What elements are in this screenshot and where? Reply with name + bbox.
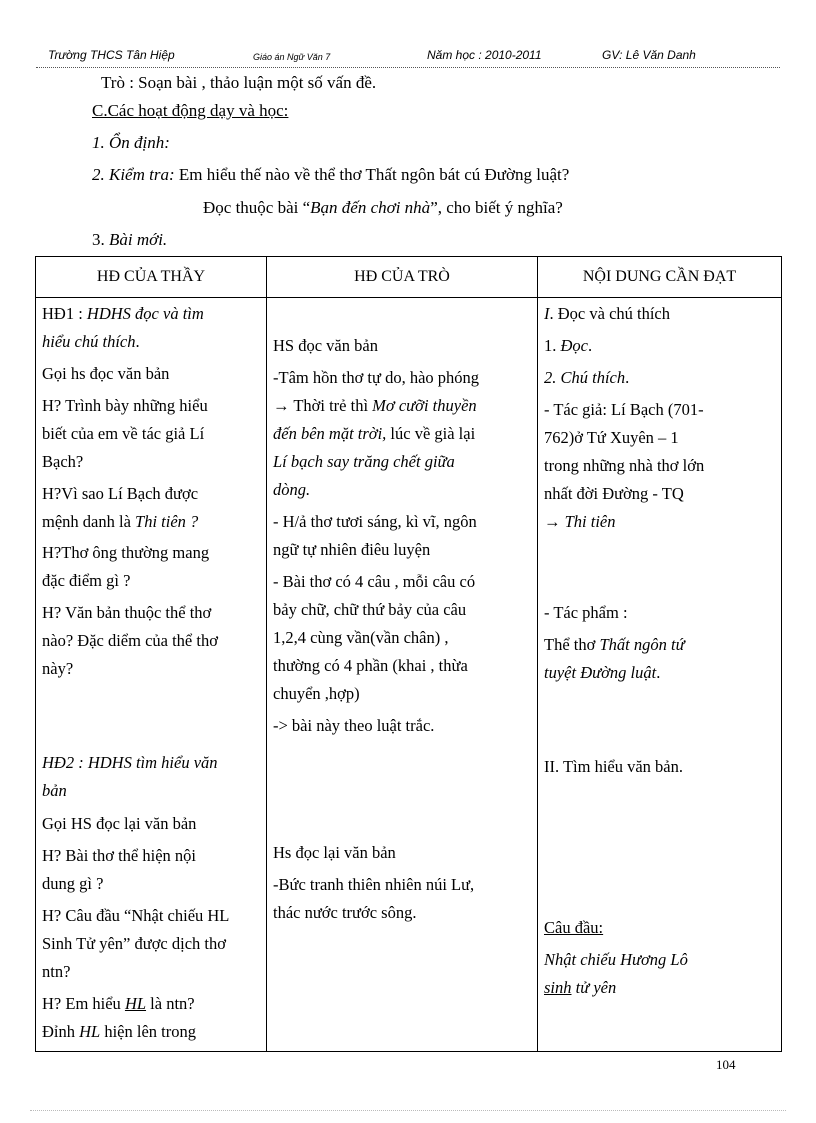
student-line: ngữ tự nhiên điêu luyện (273, 540, 431, 559)
footer-divider (30, 1110, 786, 1111)
teacher-line: đặc điểm gì ? (42, 571, 131, 590)
teacher-line: ntn? (42, 962, 71, 981)
section-1-heading (544, 300, 773, 328)
author-line: 762)ở Tứ Xuyên – 1 (544, 428, 679, 447)
student-line: -Tâm hồn thơ tự do, hào phóng (273, 368, 480, 387)
teacher-line (42, 508, 258, 536)
section-2-heading: II. Tìm hiểu văn bản. (544, 757, 683, 776)
step-3-label: Bài mới. (109, 230, 168, 249)
teacher-line: nào? Đặc diểm của thể thơ (42, 631, 218, 650)
student-prep-line: Trò : Soạn bài , thảo luận một số vấn đề. (101, 73, 377, 92)
student-line (273, 392, 529, 420)
activities-heading: C.Các hoạt động dạy và học: (92, 101, 289, 120)
teacher-line: Gọi hs đọc văn bản (42, 364, 170, 383)
teacher-text: mệnh danh là (42, 512, 136, 531)
step-2-question-2 (203, 198, 563, 218)
poem-title: Bạn đến chơi nhà (310, 198, 431, 217)
student-text: lúc về già lại (386, 424, 476, 443)
teacher-text: Đỉnh (42, 1022, 80, 1041)
student-line: - H/ả thơ tươi sáng, kì vĩ, ngôn (273, 512, 477, 531)
student-line: -> bài này theo luật trắc. (273, 716, 435, 735)
required-content-cell (538, 298, 782, 1052)
teacher-line: H?Vì sao Lí Bạch được (42, 484, 199, 503)
hd1-title: HDHS đọc và tìm (86, 304, 204, 323)
hd1-period: . (135, 332, 140, 351)
step-2-question: Em hiểu thế nào về thể thơ Thất ngôn bát cú Đường luật? (174, 165, 570, 184)
work-line (544, 631, 773, 659)
teacher-activity-cell (36, 298, 267, 1052)
header-required-content: NỘI DUNG CẦN ĐẠT (538, 257, 782, 298)
student-line: 1,2,4 cùng vần(vần chân) , (273, 628, 449, 647)
table-row (36, 298, 782, 1052)
teacher-line (42, 1018, 258, 1046)
hd1-title-cont: hiểu chú thích (42, 332, 136, 351)
header-teacher-activity: HĐ CỦA THẦY (36, 257, 267, 298)
student-line: - Bài thơ có 4 câu , mỗi câu có (273, 572, 476, 591)
author-line: trong những nhà thơ lớn (544, 456, 705, 475)
teacher-line: H?Thơ ông thường mang (42, 543, 210, 562)
teacher-line: này? (42, 659, 74, 678)
content-text: . (656, 663, 661, 682)
thi-tien-term: Thi tiên (564, 512, 616, 531)
student-line: bảy chữ, chữ thứ bảy của câu (273, 600, 467, 619)
arrow-icon: → (544, 512, 565, 531)
subsection-period: . (625, 368, 630, 387)
poem-form: tuyệt Đường luật (544, 663, 657, 682)
poem-form: Thất ngôn tứ (599, 635, 685, 654)
student-line (273, 420, 529, 448)
poem-word: sinh (544, 978, 572, 997)
step-2-label: 2. Kiểm tra: (92, 165, 175, 184)
step-3-number: 3. (92, 230, 109, 249)
content-text: Thể thơ (544, 635, 600, 654)
hd2-line-2: bản (42, 781, 67, 800)
lesson-table (35, 256, 782, 1052)
header-divider (36, 67, 780, 68)
student-quote: Mơ cưỡi thuyền (372, 396, 477, 415)
subsection-read (544, 332, 773, 360)
student-line: Lí bạch say trăng chết giữa (273, 452, 455, 471)
poem-word: tử yên (571, 978, 617, 997)
question-2-prefix: Đọc thuộc bài “ (203, 198, 311, 217)
teacher-text: H? Em hiểu (42, 994, 125, 1013)
header-teacher: GV: Lê Văn Danh (602, 48, 696, 62)
section-title: . Đọc và chú thích (549, 304, 671, 323)
student-line: chuyển ,hợp) (273, 684, 360, 703)
author-line: nhất đời Đường - TQ (544, 484, 684, 503)
header-school-year: Năm học : 2010-2011 (427, 48, 542, 62)
teacher-line: biết của em về tác giả Lí (42, 424, 205, 443)
student-line: thác nước trước sông. (273, 903, 417, 922)
teacher-line: H? Bài thơ thể hiện nội (42, 846, 196, 865)
subsection-period: . (588, 336, 593, 355)
hd1-line-1 (42, 300, 258, 328)
poem-line (544, 974, 773, 1002)
subsection-notes (544, 364, 773, 392)
roman-numeral: I (544, 304, 550, 323)
hd1-line-2 (42, 328, 258, 356)
student-line: -Bức tranh thiên nhiên núi Lư, (273, 875, 475, 894)
teacher-line: Sinh Tử yên” được dịch thơ (42, 934, 226, 953)
student-line: thường có 4 phần (khai , thừa (273, 656, 468, 675)
table-header-row (36, 257, 782, 298)
author-line: - Tác giả: Lí Bạch (701- (544, 400, 704, 419)
teacher-line: dung gì ? (42, 874, 104, 893)
subsection-title: Đọc (560, 336, 588, 355)
work-line (544, 659, 773, 687)
step-2-check (92, 165, 569, 185)
author-line (544, 508, 773, 536)
student-activity-cell (267, 298, 538, 1052)
page-number: 104 (716, 1057, 736, 1072)
header-subject: Giáo án Ngữ Văn 7 (253, 52, 331, 62)
student-text: → Thời trẻ thì (273, 396, 373, 415)
thi-tien-term: Thi tiên ? (135, 512, 199, 531)
student-line: HS đọc văn bản (273, 336, 378, 355)
subsection-number: 1. (544, 336, 561, 355)
student-line: Hs đọc lại văn bản (273, 843, 396, 862)
student-line: dòng. (273, 480, 311, 499)
teacher-line: H? Trình bày những hiểu (42, 396, 208, 415)
hd2-line-1: HĐ2 : HDHS tìm hiểu văn (42, 753, 218, 772)
header-school: Trường THCS Tân Hiệp (48, 48, 175, 62)
subsection-title: 2. Chú thích (544, 368, 626, 387)
header-student-activity: HĐ CỦA TRÒ (267, 257, 538, 298)
question-2-suffix: ”, cho biết ý nghĩa? (430, 198, 563, 217)
teacher-line: Bạch? (42, 452, 84, 471)
teacher-text: hiện lên trong (100, 1022, 196, 1041)
teacher-line: H? Văn bản thuộc thể thơ (42, 603, 212, 622)
teacher-line: Gọi HS đọc lại văn bản (42, 814, 197, 833)
teacher-line (42, 990, 258, 1018)
work-line: - Tác phẩm : (544, 603, 628, 622)
hl-term: HL (124, 994, 147, 1013)
hd1-label: HĐ1 : (42, 304, 87, 323)
hl-term: HL (79, 1022, 101, 1041)
step-3-new-lesson (92, 230, 167, 250)
step-1-stabilize: 1. Ổn định: (92, 133, 170, 152)
student-quote: đến bên mặt trời, (273, 424, 387, 443)
teacher-text: là ntn? (146, 994, 195, 1013)
teacher-line: H? Câu đầu “Nhật chiếu HL (42, 906, 230, 925)
poem-line: Nhật chiếu Hương Lô (544, 950, 688, 969)
first-line-heading: Câu đầu: (544, 918, 604, 937)
